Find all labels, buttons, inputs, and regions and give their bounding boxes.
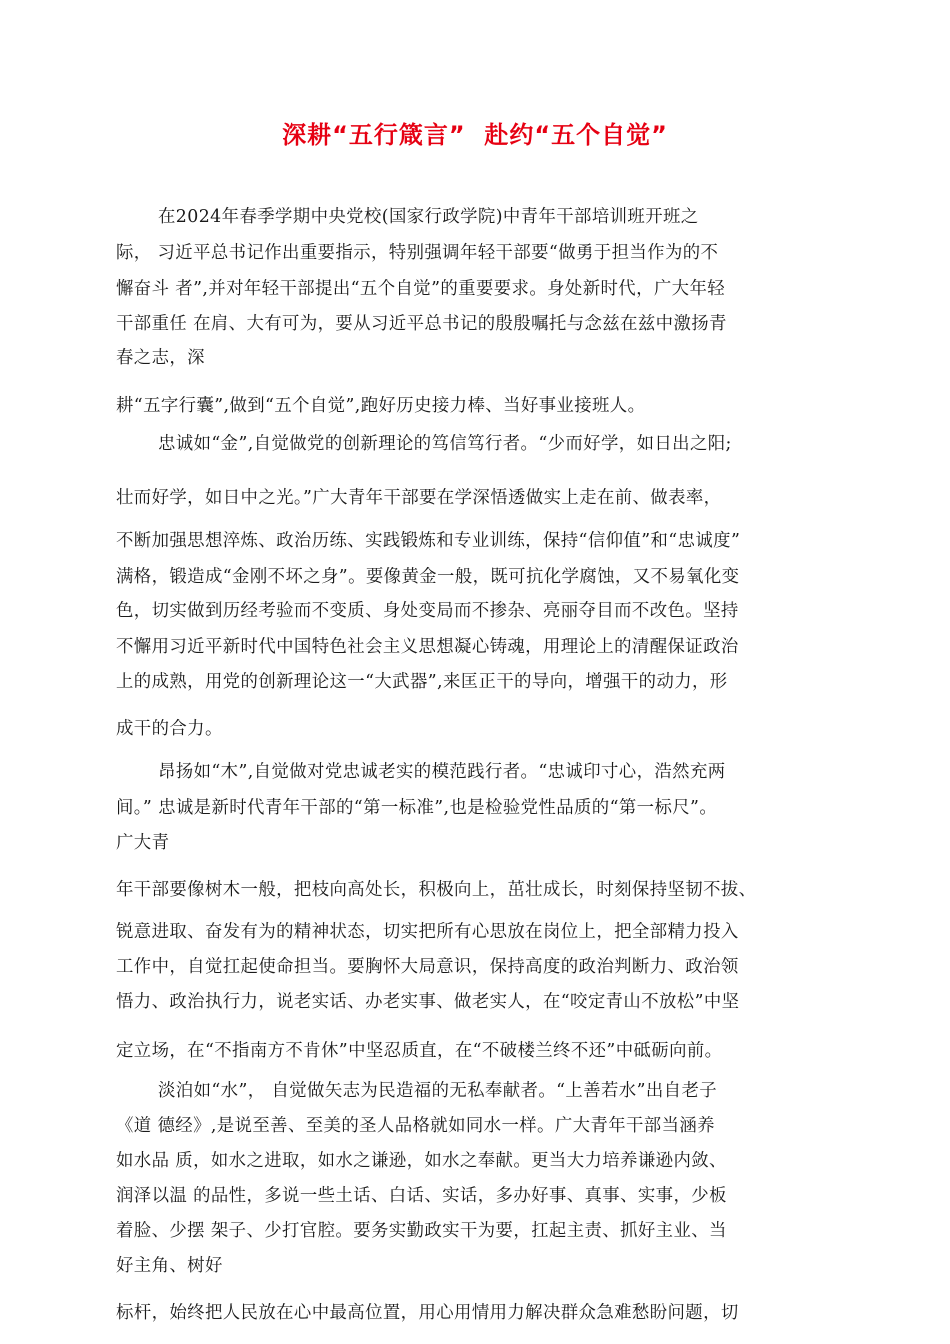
- body-line: 如水品 质，如水之进取，如水之谦逊，如水之奉献。更当大力培养谦逊内敛、: [116, 1151, 727, 1171]
- body-line: 际， 习近平总书记作出重要指示，特别强调年轻干部要“做勇于担当作为的不: [116, 243, 719, 263]
- body-line: 不断加强思想淬炼、政治历练、实践锻炼和专业训练，保持“信仰值”和“忠诚度”: [116, 531, 741, 551]
- body-line: 耕“五字行囊”,做到“五个自觉”,跑好历史接力棒、当好事业接班人。: [116, 396, 646, 416]
- body-line: 《道 德经》,是说至善、至美的圣人品格就如同水一样。广大青年干部当涵养: [116, 1116, 715, 1136]
- body-line: 广大青: [116, 833, 170, 853]
- body-line: 昂扬如“木”,自觉做对党忠诚老实的模范践行者。“忠诚印寸心，浩然充两: [158, 762, 726, 782]
- body-line: 定立场，在“不指南方不肯休”中坚忍质直，在“不破楼兰终不还”中砥砺向前。: [116, 1041, 723, 1061]
- body-line: 成干的合力。: [116, 719, 223, 739]
- body-line: 悟力、政治执行力，说老实话、办老实事、做老实人，在“咬定青山不放松”中坚: [116, 992, 740, 1012]
- body-line: 年干部要像树木一般，把枝向高处长，积极向上，茁壮成长，时刻保持坚韧不拔、: [116, 880, 757, 900]
- body-line: 间。” 忠诚是新时代青年干部的“第一标准”,也是检验党性品质的“第一标尺”。: [116, 798, 718, 818]
- body-line: 色，切实做到历经考验而不变质、身处变局而不掺杂、亮丽夺目而不改色。坚持: [116, 601, 739, 621]
- body-line: 干部重任 在肩、大有可为，要从习近平总书记的殷殷嘱托与念兹在兹中激扬青: [116, 314, 727, 334]
- body-line: 在2024年春季学期中央党校(国家行政学院)中青年干部培训班开班之: [158, 207, 699, 227]
- body-line: 着脸、少摆 架子、少打官腔。要务实勤政实干为要，扛起主责、抓好主业、当: [116, 1221, 727, 1241]
- body-line: 不懈用习近平新时代中国特色社会主义思想凝心铸魂，用理论上的清醒保证政治: [116, 637, 739, 657]
- body-line: 忠诚如“金”,自觉做党的创新理论的笃信笃行者。“少而好学，如日出之阳;: [158, 434, 732, 454]
- body-line: 工作中，自觉扛起使命担当。要胸怀大局意识，保持高度的政治判断力、政治领: [116, 957, 739, 977]
- body-line: 春之志，深: [116, 348, 205, 368]
- body-line: 壮而好学，如日中之光。”广大青年干部要在学深悟透做实上走在前、做表率，: [116, 488, 722, 508]
- body-line: 淡泊如“水”， 自觉做矢志为民造福的无私奉献者。“上善若水”出自老子: [158, 1081, 718, 1101]
- body-line: 满格，锻造成“金刚不坏之身”。要像黄金一般，既可抗化学腐蚀，又不易氧化变: [116, 567, 740, 587]
- body-line: 标杆，始终把人民放在心中最高位置，用心用情用力解决群众急难愁盼问题，切: [116, 1303, 739, 1323]
- article-title: 深耕“五行箴言” 赴约“五个自觉”: [282, 121, 668, 149]
- body-line: 润泽以温 的品性，多说一些土话、白话、实话，多办好事、真事、实事，少板: [116, 1186, 727, 1206]
- body-line: 上的成熟，用党的创新理论这一“大武器”,来匡正干的导向，增强干的动力，形: [116, 672, 728, 692]
- body-line: 好主角、树好: [116, 1256, 223, 1276]
- body-line: 懈奋斗 者”,并对年轻干部提出“五个自觉”的重要要求。身处新时代，广大年轻: [116, 279, 726, 299]
- body-line: 锐意进取、奋发有为的精神状态，切实把所有心思放在岗位上，把全部精力投入: [116, 922, 739, 942]
